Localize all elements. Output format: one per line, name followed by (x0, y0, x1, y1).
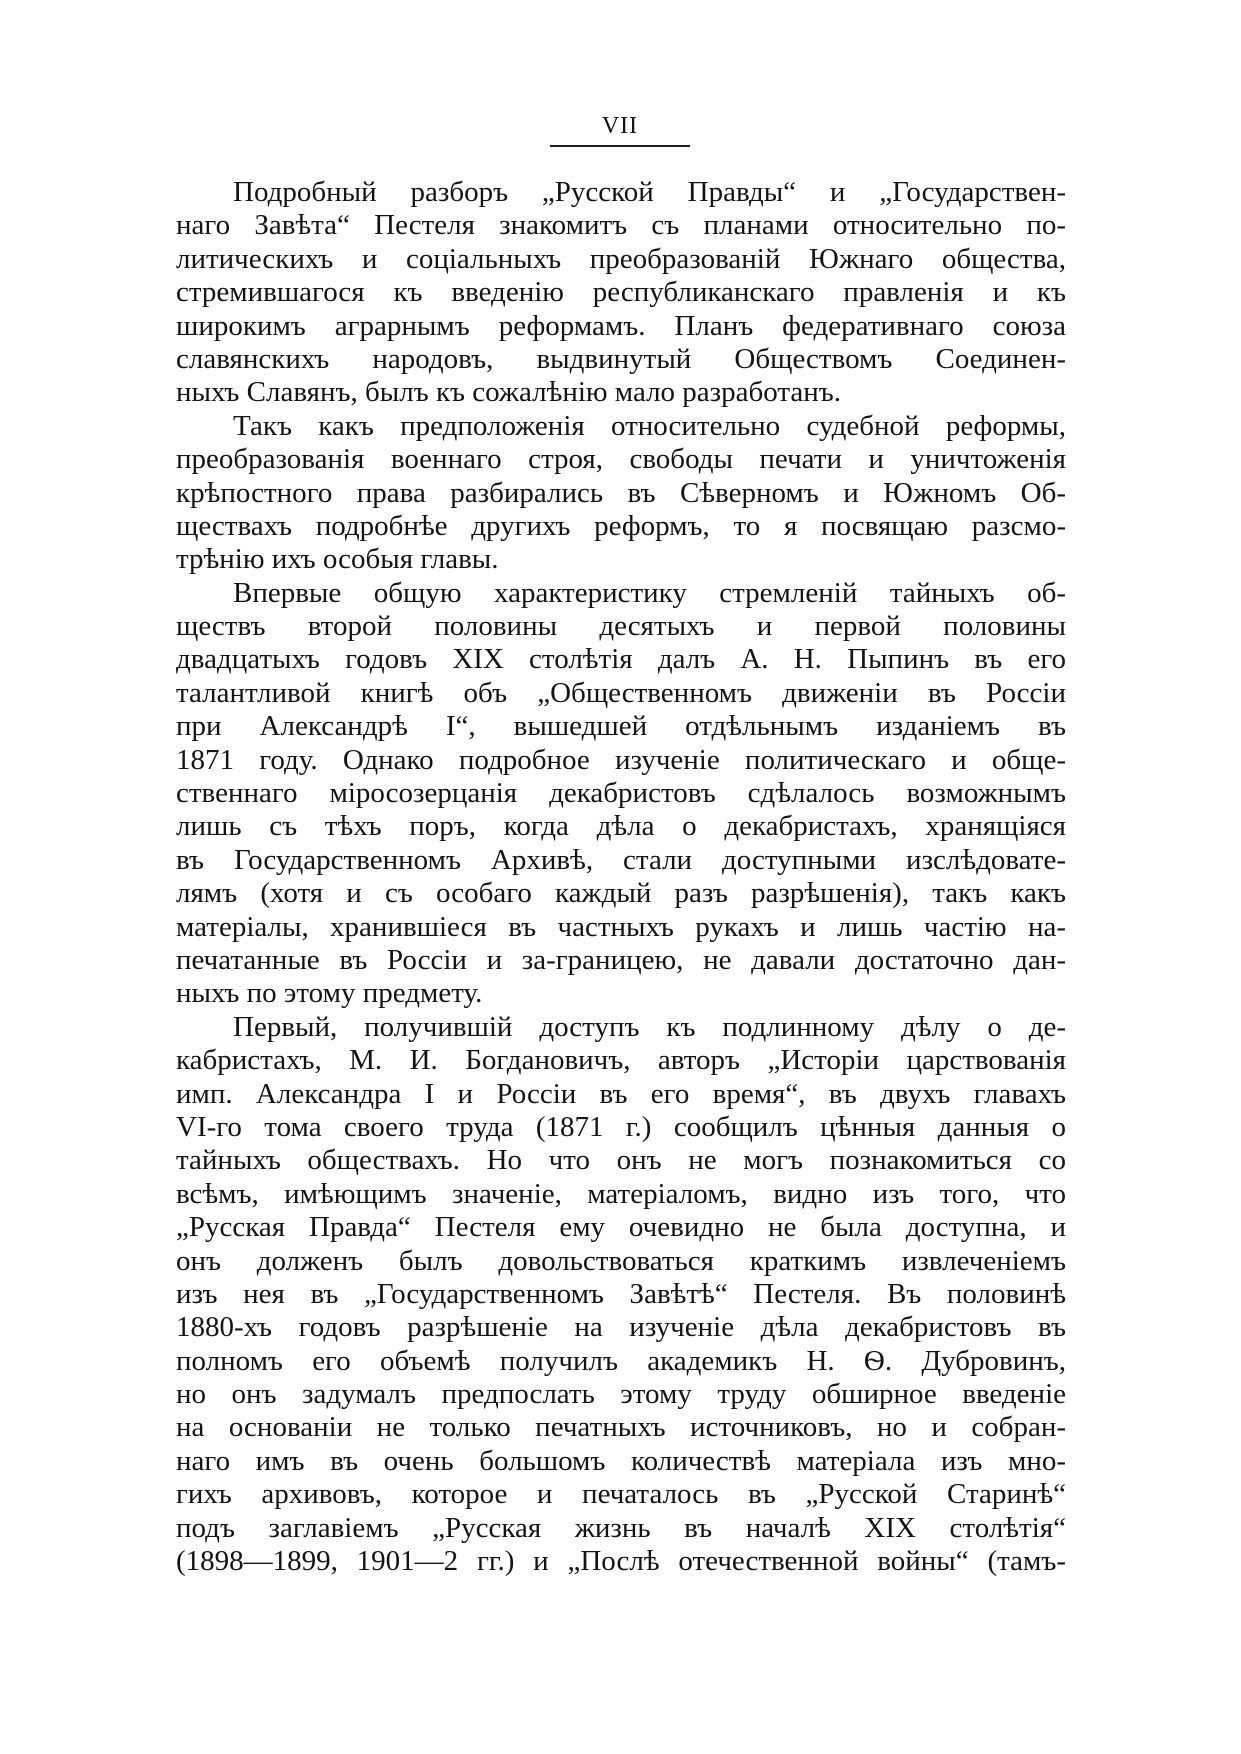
text-line: подъ заглавіемъ „Русская жизнь въ началѣ XIX столѣтія“ (176, 1511, 1066, 1544)
text-line: ществъ второй половины десятыхъ и первой половины (176, 610, 1066, 643)
text-line: изъ нея въ „Государственномъ Завѣтѣ“ Пестеля. Въ половинѣ (176, 1277, 1066, 1310)
paragraph (176, 176, 1066, 410)
text-line: онъ долженъ былъ довольствоваться краткимъ извлеченіемъ (176, 1244, 1066, 1277)
text-line: Такъ какъ предположенія относительно судебной реформы, (233, 409, 1066, 442)
text-line: печатанные въ Россіи и за-границею, не давали достаточно дан- (176, 943, 1066, 976)
text-line: всѣмъ, имѣющимъ значеніе, матеріаломъ, видно изъ того, что (176, 1177, 1066, 1210)
text-line: 1871 году. Однако подробное изученіе политическаго и обще- (176, 743, 1066, 776)
text-line: 1880-хъ годовъ разрѣшеніе на изученіе дѣла декабристовъ въ (176, 1311, 1066, 1344)
text-line: ныхъ Славянъ, былъ къ сожалѣнію мало разработанъ. (176, 376, 842, 409)
text-line: на основаніи не только печатныхъ источниковъ, но и собран- (176, 1411, 1066, 1444)
text-line: ственнаго міросозерцанія декабристовъ сдѣлалось возможнымъ (176, 777, 1066, 810)
text-line: въ Государственномъ Архивѣ, стали доступными изслѣдовате- (176, 843, 1066, 876)
text-line: двадцатыхъ годовъ XIX столѣтія далъ А. Н. Пыпинъ въ его (176, 643, 1066, 676)
text-line: кабристахъ, М. И. Богдановичъ, авторъ „Исторіи царствованія (176, 1044, 1066, 1077)
text-line: широкимъ аграрнымъ реформамъ. Планъ федеративнаго союза (176, 309, 1066, 342)
body-text (176, 176, 1066, 1578)
text-line: гихъ архивовъ, которое и печаталось въ „Русской Старинѣ“ (176, 1478, 1066, 1511)
text-line: Впервые общую характеристику стремленій тайныхъ об- (233, 576, 1066, 609)
text-line: (1898—1899, 1901—2 гг.) и „Послѣ отечественной войны“ (тамъ- (176, 1545, 1066, 1578)
page-header (550, 112, 690, 140)
text-line: при Александрѣ I“, вышедшей отдѣльнымъ изданіемъ въ (176, 710, 1066, 743)
text-line: „Русская Правда“ Пестеля ему очевидно не была доступна, и (176, 1211, 1066, 1244)
text-line: тайныхъ обществахъ. Но что онъ не могъ познакомиться со (176, 1144, 1066, 1177)
page-number: VII (601, 113, 639, 139)
text-line: ныхъ по этому предмету. (176, 977, 483, 1010)
text-line: наго Завѣта“ Пестеля знакомитъ съ планами относительно по- (176, 209, 1066, 242)
text-line: славянскихъ народовъ, выдвинутый Обществомъ Соединен- (176, 342, 1066, 375)
paragraph (176, 410, 1066, 577)
paragraph (176, 1011, 1066, 1579)
text-line: имп. Александра I и Россіи въ его время“, въ двухъ главахъ (176, 1077, 1066, 1110)
text-line: матеріалы, хранившіеся въ частныхъ рукахъ и лишь частію на- (176, 910, 1066, 943)
text-line: талантливой книгѣ объ „Общественномъ движеніи въ Россіи (176, 676, 1066, 709)
text-line: Первый, получившій доступъ къ подлинному дѣлу о де- (233, 1010, 1066, 1043)
text-line: крѣпостного права разбирались въ Сѣверномъ и Южномъ Об- (176, 476, 1066, 509)
text-line: полномъ его объемѣ получилъ академикъ Н. Ѳ. Дубровинъ, (176, 1344, 1066, 1377)
text-line: но онъ задумалъ предпослать этому труду обширное введеніе (176, 1378, 1066, 1411)
text-line: литическихъ и соціальныхъ преобразованій Южнаго общества, (176, 242, 1066, 275)
paragraph (176, 577, 1066, 1011)
text-line: наго имъ въ очень большомъ количествѣ матеріала изъ мно- (176, 1444, 1066, 1477)
text-line: лишь съ тѣхъ поръ, когда дѣла о декабристахъ, хранящіяся (176, 810, 1066, 843)
text-line: преобразованія военнаго строя, свободы печати и уничтоженія (176, 443, 1066, 476)
text-line: VI-го тома своего труда (1871 г.) сообщилъ цѣнныя данныя о (176, 1110, 1066, 1143)
text-line: стремившагося къ введенію республиканскаго правленія и къ (176, 276, 1066, 309)
text-line: трѣнію ихъ особыя главы. (176, 543, 499, 576)
text-line: Подробный разборъ „Русской Правды“ и „Государствен- (233, 176, 1066, 208)
header-rule (550, 145, 690, 147)
text-line: ществахъ подробнѣе другихъ реформъ, то я посвящаю разсмо- (176, 509, 1066, 542)
text-line: лямъ (хотя и съ особаго каждый разъ разрѣшенія), такъ какъ (176, 877, 1066, 910)
